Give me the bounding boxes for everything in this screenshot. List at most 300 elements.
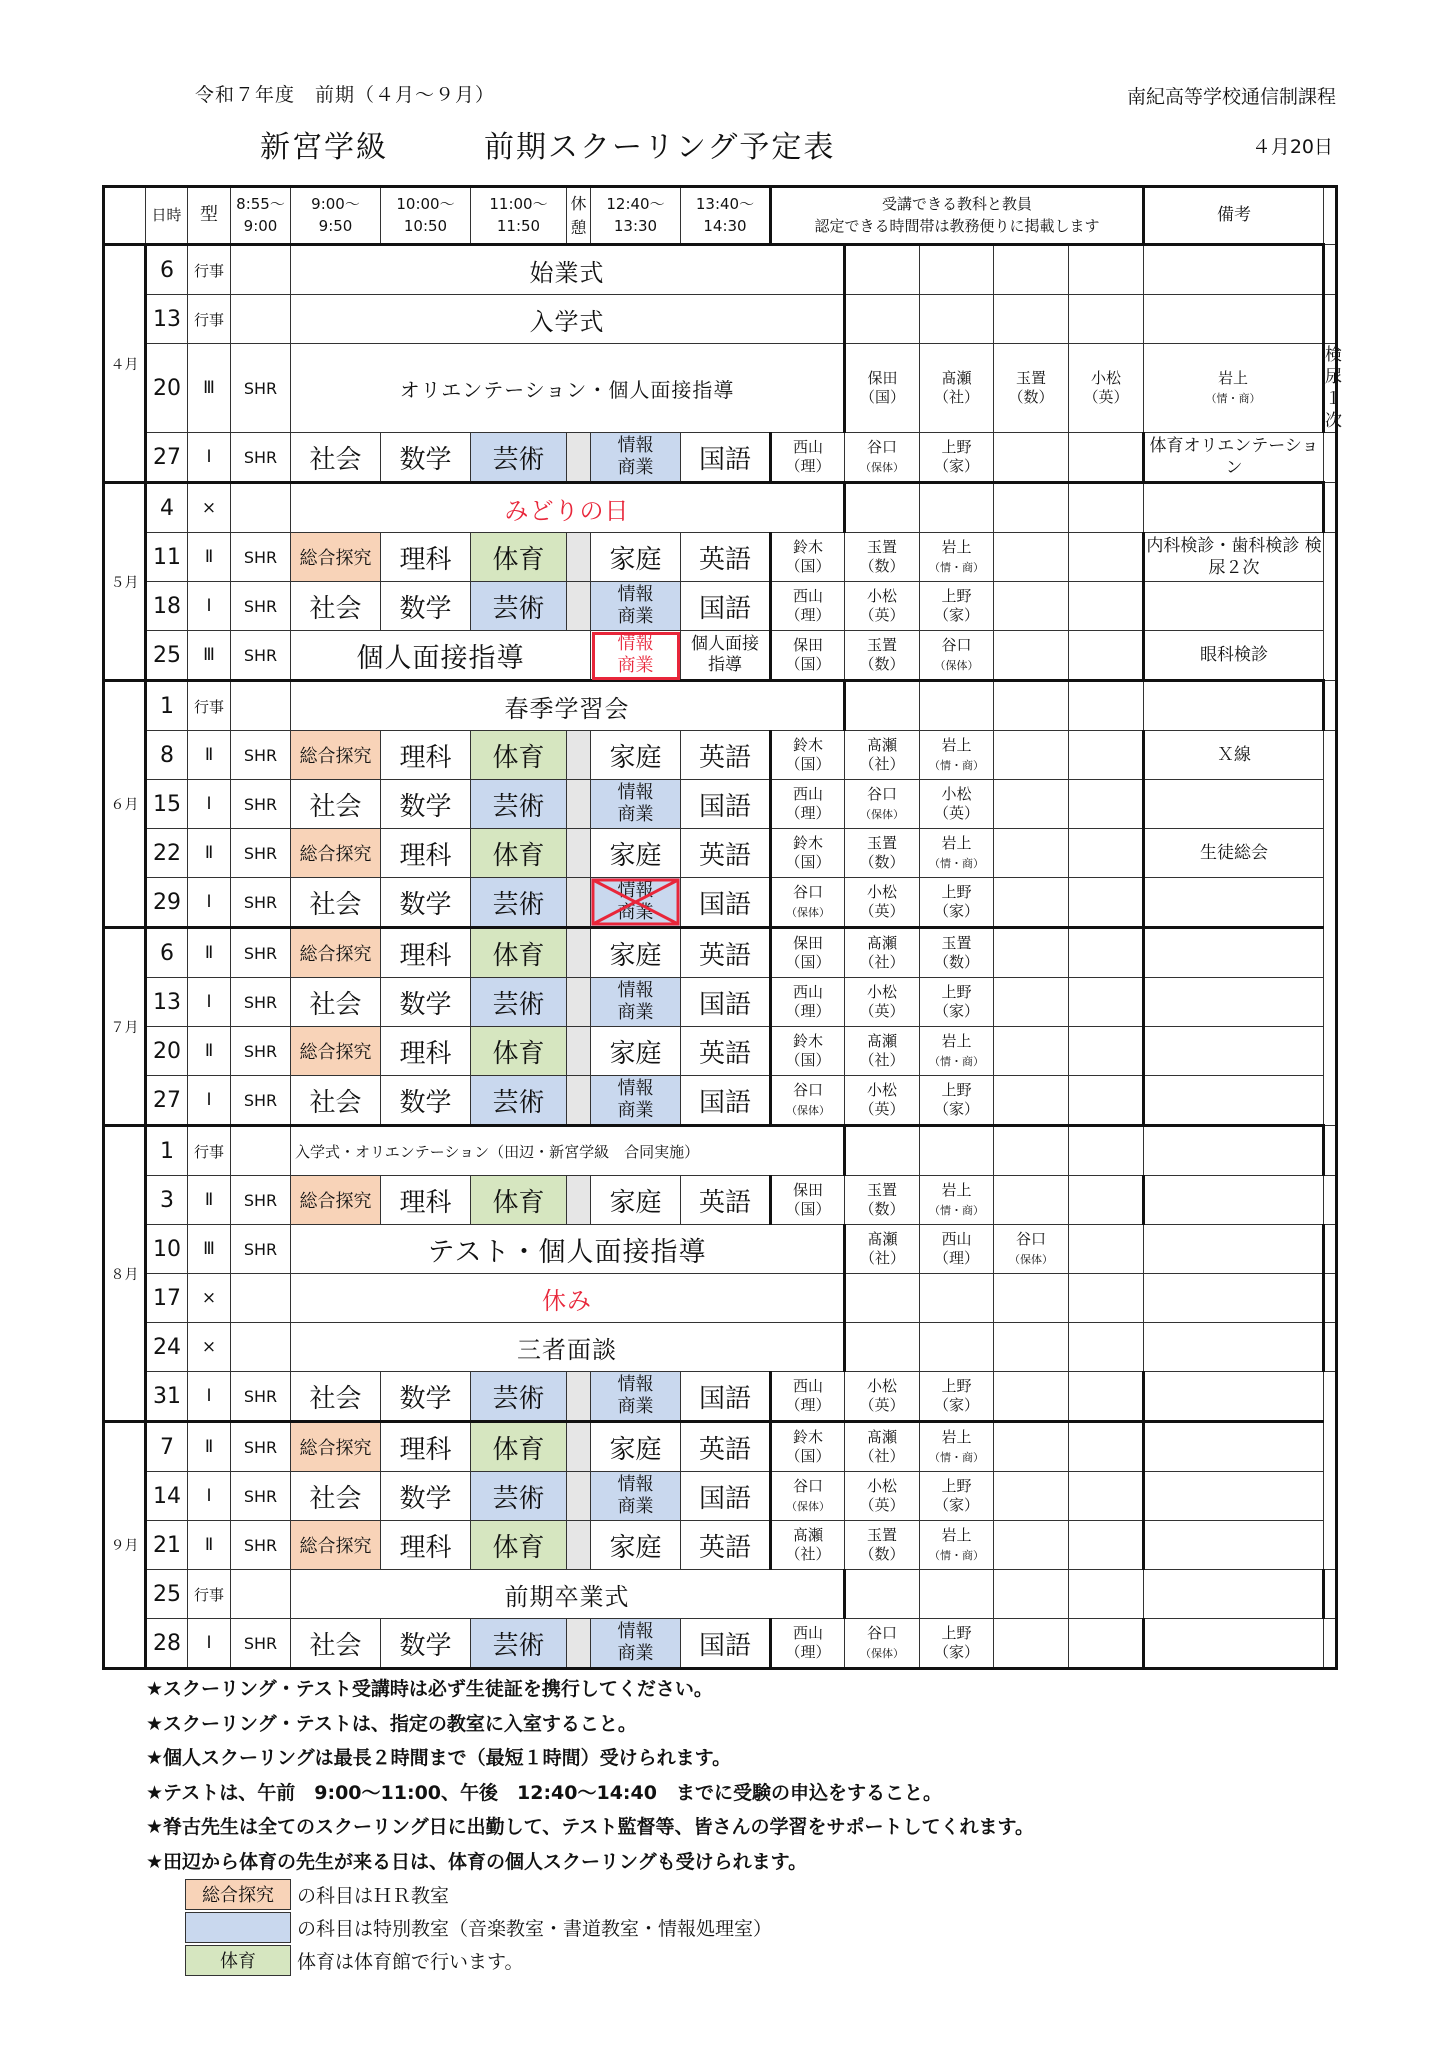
legend-swatch-orange: 総合探究 <box>185 1879 291 1910</box>
subject-cell[interactable] <box>471 433 567 483</box>
subject-name: 数学 <box>399 1383 452 1414</box>
note-cell <box>1324 1570 1337 1619</box>
subject-name: 個人面接指導 <box>690 634 759 676</box>
shr-label: SHR <box>243 1437 278 1457</box>
subject-name: 家庭 <box>609 1434 662 1465</box>
shr-label: SHR <box>243 892 278 912</box>
day-cell <box>146 1176 188 1225</box>
teacher-subject: （情・商） <box>929 1055 984 1069</box>
note-cell <box>1144 582 1324 631</box>
day-cell <box>146 533 188 582</box>
teacher-cell <box>1069 978 1144 1027</box>
teacher-cell <box>994 731 1069 780</box>
subject-cell[interactable] <box>681 533 771 582</box>
teacher-cell <box>771 780 845 829</box>
type-cell <box>188 631 231 681</box>
subject-cell[interactable] <box>381 978 471 1027</box>
subject-cell[interactable] <box>681 878 771 928</box>
teacher-cell <box>845 1472 920 1521</box>
subject-cell[interactable] <box>681 1422 771 1472</box>
subject-cell[interactable] <box>591 533 681 582</box>
teacher-cell <box>771 1521 845 1570</box>
schedule-row <box>104 1027 1337 1076</box>
shr-label: SHR <box>243 992 278 1012</box>
note-cell <box>1144 1619 1324 1669</box>
subject-cell[interactable] <box>681 1619 771 1669</box>
teacher-cell <box>1144 1126 1324 1176</box>
subject-cell[interactable] <box>381 1521 471 1570</box>
teacher-name: 上野 <box>941 1476 972 1495</box>
subject-name: 理科 <box>399 1532 452 1563</box>
subject-cell[interactable] <box>291 582 381 631</box>
event-label: 春季学習会 <box>504 694 630 723</box>
teacher-cell <box>994 295 1069 344</box>
teacher-name: 小松 <box>866 1476 897 1495</box>
month-label: ４月 <box>110 356 139 373</box>
teacher-subject: （英） <box>859 1396 905 1415</box>
teacher-name: 鈴木 <box>792 537 823 556</box>
teacher-cell <box>771 731 845 780</box>
type-label: Ⅱ <box>204 1535 214 1556</box>
subject-cell[interactable] <box>681 1372 771 1422</box>
teacher-cell <box>771 433 845 483</box>
teacher-subject: （保体） <box>934 659 979 673</box>
subject-cell[interactable] <box>291 1619 381 1669</box>
subject-cell[interactable] <box>591 433 681 483</box>
note-cell <box>1144 433 1324 483</box>
month-cell-september <box>104 1422 146 1669</box>
subject-name: 芸術 <box>492 1383 545 1414</box>
teacher-cell <box>1069 1225 1144 1274</box>
subject-cell[interactable] <box>471 1472 567 1521</box>
teacher-name: 谷口 <box>866 1623 897 1642</box>
teacher-subject: （数） <box>933 953 979 972</box>
subject-cell[interactable] <box>471 1422 567 1472</box>
subject-cell[interactable] <box>381 1027 471 1076</box>
teacher-name: 岩上 <box>941 1180 972 1199</box>
teacher-subject: （数） <box>859 853 905 872</box>
day-number: 27 <box>153 1087 181 1113</box>
teacher-subject: （英） <box>859 902 905 921</box>
subject-cell[interactable] <box>381 731 471 780</box>
subject-cell[interactable] <box>381 780 471 829</box>
schedule-row <box>104 295 1337 344</box>
type-label: 行事 <box>193 261 224 280</box>
note-cell <box>1144 1521 1324 1570</box>
type-label: Ⅰ <box>206 992 212 1013</box>
note-cell <box>1144 631 1324 681</box>
subject-cell[interactable] <box>381 1372 471 1422</box>
type-label: Ⅰ <box>206 447 212 468</box>
day-cell <box>146 1619 188 1669</box>
teacher-name: 上野 <box>941 1376 972 1395</box>
break-cell <box>567 533 591 582</box>
teacher-subject: （家） <box>933 902 979 921</box>
day-number: 10 <box>153 1236 181 1262</box>
subject-cell[interactable] <box>471 1372 567 1422</box>
subject-cell[interactable] <box>471 780 567 829</box>
subject-cell[interactable] <box>681 829 771 878</box>
subject-name: 情報商業 <box>617 879 654 924</box>
subject-cell[interactable] <box>291 978 381 1027</box>
teacher-cell <box>1144 1274 1324 1323</box>
shr-label: SHR <box>243 1041 278 1061</box>
teacher-subject: （英） <box>859 1496 905 1515</box>
teacher-name: 髙瀬 <box>792 1525 823 1544</box>
shr-label: SHR <box>243 1386 278 1406</box>
subject-cell[interactable] <box>591 1372 681 1422</box>
month-label: ６月 <box>110 797 139 814</box>
date-header: 日時 <box>146 187 188 245</box>
event-cell <box>291 1323 845 1372</box>
subject-cell[interactable] <box>381 1472 471 1521</box>
teacher-subject: （情・商） <box>929 1451 984 1465</box>
subject-cell[interactable] <box>591 1027 681 1076</box>
subject-cell[interactable] <box>381 1422 471 1472</box>
subject-cell[interactable] <box>591 829 681 878</box>
note-item: ★個人スクーリングは最長２時間まで（最短１時間）受けられます。 <box>146 1747 732 1769</box>
teacher-cell <box>994 829 1069 878</box>
note-cell <box>1324 1323 1337 1372</box>
day-number: 6 <box>160 257 174 283</box>
teacher-name: 岩上 <box>941 1525 972 1544</box>
teacher-cell <box>920 433 994 483</box>
break-cell <box>567 1521 591 1570</box>
subject-name: 情報商業 <box>617 1077 654 1122</box>
teacher-name: 髙瀬 <box>941 368 972 387</box>
subject-cell[interactable] <box>381 829 471 878</box>
subject-cell[interactable] <box>681 582 771 631</box>
teacher-subject: （理） <box>785 457 831 476</box>
note-text: Ｘ線 <box>1217 745 1252 766</box>
teacher-cell <box>845 1274 920 1323</box>
teacher-cell <box>920 878 994 928</box>
shr-cell <box>231 1422 291 1472</box>
subject-cell[interactable] <box>591 780 681 829</box>
type-cell <box>188 1619 231 1669</box>
subject-cell[interactable] <box>591 731 681 780</box>
day-number: 25 <box>153 1581 181 1607</box>
shr-cell <box>231 731 291 780</box>
subject-name: 総合探究 <box>299 1536 372 1558</box>
event-cell <box>291 1126 845 1176</box>
type-cell <box>188 1225 231 1274</box>
teacher-name: 玉置 <box>941 933 972 952</box>
note-cell <box>1324 483 1337 533</box>
teacher-name: 上野 <box>941 982 972 1001</box>
type-cell <box>188 978 231 1027</box>
teacher-cell <box>771 631 845 681</box>
subject-name: 芸術 <box>492 444 545 475</box>
teacher-cell <box>1069 780 1144 829</box>
month-label: ９月 <box>110 1538 139 1555</box>
subject-cell[interactable] <box>591 878 681 928</box>
type-cell <box>188 1027 231 1076</box>
subject-name: 芸術 <box>492 1087 545 1118</box>
day-cell <box>146 780 188 829</box>
shr-cell <box>231 681 291 731</box>
teacher-cell <box>845 829 920 878</box>
note-text: 生徒総会 <box>1200 843 1269 864</box>
header-row <box>104 187 1337 245</box>
subject-name: 家庭 <box>609 940 662 971</box>
subject-cell[interactable] <box>591 631 681 681</box>
type-label: × <box>201 1337 217 1358</box>
issue-date: ４月20日 <box>1251 136 1333 158</box>
teacher-cell <box>845 1176 920 1225</box>
subject-name: 情報商業 <box>617 1373 654 1418</box>
subject-cell[interactable] <box>291 829 381 878</box>
subject-cell[interactable] <box>381 878 471 928</box>
teacher-cell <box>920 681 994 731</box>
subject-cell[interactable] <box>591 978 681 1027</box>
day-cell <box>146 829 188 878</box>
day-cell <box>146 631 188 681</box>
note-cell <box>1324 295 1337 344</box>
subject-name: 総合探究 <box>299 1191 372 1213</box>
shr-cell <box>231 483 291 533</box>
type-cell <box>188 1274 231 1323</box>
subject-cell[interactable] <box>471 582 567 631</box>
subject-cell[interactable] <box>681 1521 771 1570</box>
day-cell <box>146 295 188 344</box>
subject-cell[interactable] <box>291 533 381 582</box>
subject-cell[interactable] <box>381 533 471 582</box>
day-number: 25 <box>153 642 181 668</box>
subject-name: 国語 <box>698 1383 751 1414</box>
subject-name: 体育 <box>492 544 545 575</box>
teacher-cell <box>845 978 920 1027</box>
shr-cell <box>231 245 291 295</box>
subject-cell[interactable] <box>681 1176 771 1225</box>
subject-name: 体育 <box>492 940 545 971</box>
subject-cell[interactable] <box>681 433 771 483</box>
legend-swatch-green: 体育 <box>185 1945 291 1976</box>
schedule-row <box>104 1472 1337 1521</box>
teacher-subject: （社） <box>859 953 905 972</box>
teacher-subject: （理） <box>785 606 831 625</box>
teacher-subject: （情・商） <box>929 1204 984 1218</box>
teacher-cell <box>845 245 920 295</box>
teacher-cell <box>994 245 1069 295</box>
type-cell <box>188 1422 231 1472</box>
teacher-cell <box>1069 344 1144 433</box>
subject-name: 社会 <box>309 889 362 920</box>
subject-cell[interactable] <box>471 878 567 928</box>
note-text: 体育オリエンテーション <box>1149 436 1319 479</box>
teacher-cell <box>845 928 920 978</box>
shr-cell <box>231 1176 291 1225</box>
subject-cell[interactable] <box>471 533 567 582</box>
type-cell <box>188 681 231 731</box>
break-cell <box>567 829 591 878</box>
schedule-row <box>104 582 1337 631</box>
subject-cell[interactable] <box>471 1521 567 1570</box>
teacher-name: 谷口 <box>941 635 972 654</box>
subject-cell[interactable] <box>471 1027 567 1076</box>
subject-cell[interactable] <box>471 829 567 878</box>
subject-cell[interactable] <box>291 928 381 978</box>
subject-cell[interactable] <box>591 928 681 978</box>
teacher-name: 玉置 <box>866 635 897 654</box>
subject-cell[interactable] <box>681 1076 771 1126</box>
teacher-name: 鈴木 <box>792 1031 823 1050</box>
subject-cell[interactable] <box>591 1076 681 1126</box>
teacher-cell <box>771 1472 845 1521</box>
subject-name: 数学 <box>399 889 452 920</box>
teacher-cell <box>994 1176 1069 1225</box>
subject-cell[interactable] <box>471 928 567 978</box>
subject-cell[interactable] <box>291 1372 381 1422</box>
teacher-subject: （家） <box>933 1496 979 1515</box>
teacher-name: 玉置 <box>866 1525 897 1544</box>
subject-name: 家庭 <box>609 1532 662 1563</box>
subject-name: 英語 <box>698 1038 751 1069</box>
subject-cell[interactable] <box>591 1422 681 1472</box>
teacher-subject: （英） <box>859 606 905 625</box>
subject-name: 社会 <box>309 791 362 822</box>
subject-cell[interactable] <box>381 1619 471 1669</box>
subject-cell[interactable] <box>291 878 381 928</box>
subject-cell[interactable] <box>291 731 381 780</box>
teacher-cell <box>1069 1126 1144 1176</box>
teacher-subject: （社） <box>859 1249 905 1268</box>
teacher-cell <box>994 1225 1069 1274</box>
subject-name: 国語 <box>698 1483 751 1514</box>
shr-cell <box>231 1372 291 1422</box>
subject-cell[interactable] <box>681 928 771 978</box>
teacher-cell <box>771 533 845 582</box>
subject-cell[interactable] <box>291 780 381 829</box>
subject-name: 社会 <box>309 444 362 475</box>
shr-cell <box>231 1521 291 1570</box>
subject-cell[interactable] <box>381 1076 471 1126</box>
subject-cell[interactable] <box>591 1619 681 1669</box>
subject-cell[interactable] <box>381 582 471 631</box>
subject-cell[interactable] <box>291 1076 381 1126</box>
shr-label: SHR <box>243 1239 278 1259</box>
subject-cell[interactable] <box>291 1472 381 1521</box>
type-label: × <box>201 1288 217 1309</box>
subject-cell[interactable] <box>471 1619 567 1669</box>
day-cell <box>146 978 188 1027</box>
subject-name: 社会 <box>309 989 362 1020</box>
subject-cell[interactable] <box>471 1076 567 1126</box>
note-cell <box>1144 1372 1324 1422</box>
period-0-header: 8:55～ 9:00 <box>231 187 291 245</box>
subject-cell[interactable] <box>291 1521 381 1570</box>
subject-cell[interactable] <box>471 1176 567 1225</box>
shr-cell <box>231 1126 291 1176</box>
day-number: 1 <box>160 693 174 719</box>
subject-cell[interactable] <box>681 731 771 780</box>
teacher-name: 髙瀬 <box>866 1031 897 1050</box>
teacher-cell <box>1069 1274 1144 1323</box>
subject-name: 理科 <box>399 1187 452 1218</box>
subject-cell[interactable] <box>381 928 471 978</box>
type-cell <box>188 1126 231 1176</box>
day-number: 22 <box>153 840 181 866</box>
subject-cell[interactable] <box>291 1027 381 1076</box>
subject-cell[interactable] <box>381 1176 471 1225</box>
shr-label: SHR <box>243 843 278 863</box>
shr-cell <box>231 1076 291 1126</box>
teacher-subject: （家） <box>933 1643 979 1662</box>
teacher-subject: （国） <box>785 655 831 674</box>
subject-name: 体育 <box>492 1038 545 1069</box>
subject-cell[interactable] <box>681 631 771 681</box>
teacher-cell <box>845 1570 920 1619</box>
type-label: Ⅱ <box>204 1190 214 1211</box>
type-label: Ⅰ <box>206 1090 212 1111</box>
day-cell <box>146 681 188 731</box>
subject-cell[interactable] <box>591 582 681 631</box>
subject-cell[interactable] <box>291 1176 381 1225</box>
teacher-cell <box>994 1372 1069 1422</box>
teacher-cell <box>1069 433 1144 483</box>
subject-cell[interactable] <box>681 1472 771 1521</box>
teacher-subject: （社） <box>859 1447 905 1466</box>
shr-cell <box>231 631 291 681</box>
subject-cell[interactable] <box>681 780 771 829</box>
subject-cell[interactable] <box>471 731 567 780</box>
teacher-name: 小松 <box>866 1376 897 1395</box>
subject-cell[interactable] <box>681 978 771 1027</box>
subject-name: 情報商業 <box>617 781 654 826</box>
teacher-cell <box>845 681 920 731</box>
subject-cell[interactable] <box>381 433 471 483</box>
teacher-cell <box>771 878 845 928</box>
teacher-subject: （情・商） <box>929 561 984 575</box>
teacher-cell <box>771 928 845 978</box>
teacher-cell <box>845 483 920 533</box>
teacher-cell <box>994 533 1069 582</box>
break-cell <box>567 1076 591 1126</box>
shr-cell <box>231 1225 291 1274</box>
teacher-cell <box>1069 582 1144 631</box>
teacher-cell <box>845 1323 920 1372</box>
month-label: ８月 <box>110 1266 139 1283</box>
subject-name: 英語 <box>698 1434 751 1465</box>
day-number: 1 <box>160 1138 174 1164</box>
month-cell-july <box>104 928 146 1126</box>
schedule-row <box>104 829 1337 878</box>
subject-cell[interactable] <box>591 1521 681 1570</box>
subject-cell[interactable] <box>291 433 381 483</box>
teacher-subject: （情・商） <box>1205 392 1261 406</box>
teacher-cell <box>920 731 994 780</box>
subject-cell[interactable] <box>591 1176 681 1225</box>
teacher-cell <box>771 978 845 1027</box>
teacher-name: 谷口 <box>1015 1229 1046 1248</box>
note-cell <box>1144 1472 1324 1521</box>
teacher-subject: （保体） <box>786 1104 830 1118</box>
legend-row-gym <box>185 1944 772 1977</box>
teacher-name: 上野 <box>941 586 972 605</box>
subject-cell[interactable] <box>471 978 567 1027</box>
subject-cell[interactable] <box>291 1422 381 1472</box>
subject-cell[interactable] <box>591 1472 681 1521</box>
shr-label: SHR <box>243 547 278 567</box>
subject-name: 国語 <box>698 1630 751 1661</box>
teacher-cell <box>845 295 920 344</box>
subject-cell[interactable] <box>681 1027 771 1076</box>
type-cell <box>188 780 231 829</box>
teacher-cell <box>1069 829 1144 878</box>
teacher-cell <box>994 433 1069 483</box>
teacher-subject: （英） <box>859 1002 905 1021</box>
subject-name: 情報商業 <box>617 1620 654 1665</box>
